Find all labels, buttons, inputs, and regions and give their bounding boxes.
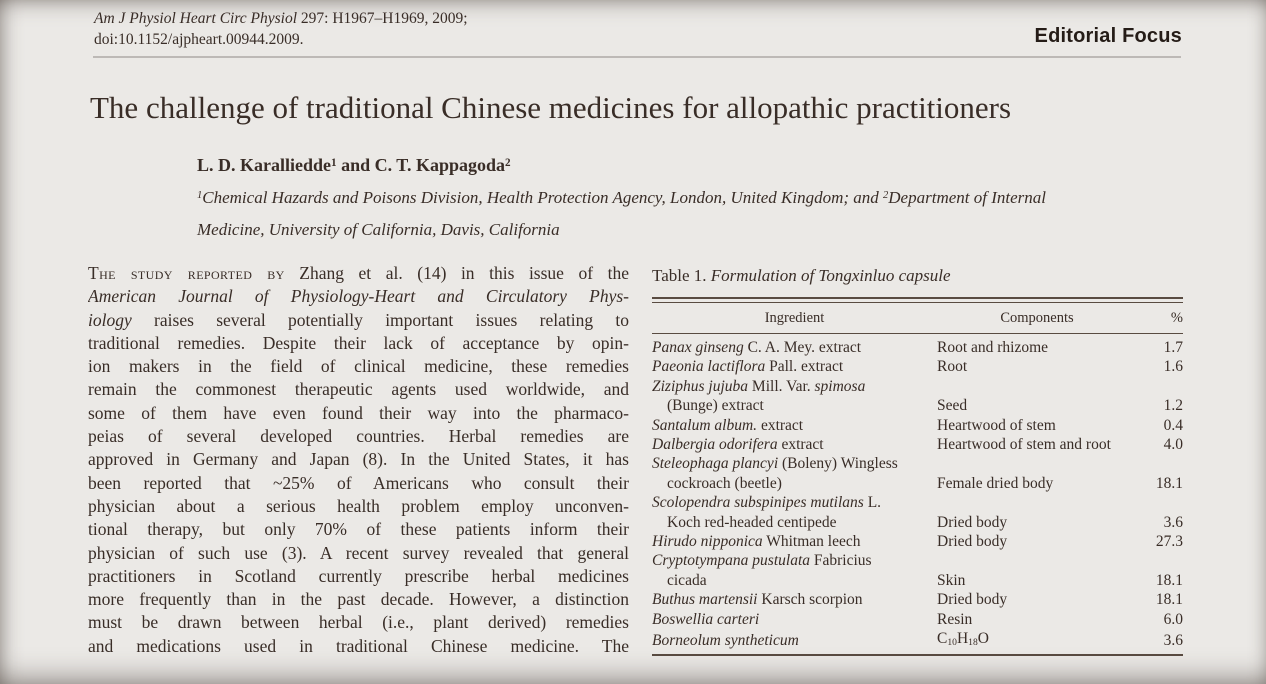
body-line: and medications used in traditional Chinese medicine. The xyxy=(88,635,629,656)
percent-cell: 0.4 xyxy=(1163,416,1183,434)
doi-line: doi:10.1152/ajpheart.00944.2009. xyxy=(94,30,304,48)
percent-cell: 4.0 xyxy=(1163,436,1183,454)
percent-cell: 1.6 xyxy=(1163,358,1183,376)
table-caption: Table 1. Formulation of Tongxinluo capsule xyxy=(652,266,951,285)
ingredient-cell: Boswellia carteri xyxy=(652,610,760,628)
percent-cell: 3.6 xyxy=(1163,513,1183,531)
percent-cell: 1.7 xyxy=(1163,339,1183,356)
percent-cell: 18.1 xyxy=(1155,591,1183,609)
table-row xyxy=(652,532,1183,551)
page-title: The challenge of traditional Chinese medicines for allopathic practitioners xyxy=(90,90,1012,125)
body-line: physician about a serious health problem employ unconven- xyxy=(88,495,629,516)
ingredient-cell: Borneolum syntheticum xyxy=(652,632,799,650)
percent-cell: 6.0 xyxy=(1163,610,1183,628)
table-header-ingredient: Ingredient xyxy=(764,310,825,326)
journal-citation xyxy=(94,9,468,50)
ingredient-cell: Santalum album. extract xyxy=(652,416,804,434)
section-label: Editorial Focus xyxy=(1034,25,1182,47)
table-row xyxy=(652,377,1183,416)
table-row xyxy=(652,629,1183,650)
percent-cell: 1.2 xyxy=(1163,397,1183,415)
body-line: approved in Germany and Japan (8). In the United States, it has xyxy=(88,449,629,470)
body-line: peias of several developed countries. Herbal remedies are xyxy=(88,426,629,447)
table-header-row xyxy=(652,303,1183,333)
components-cell: Dried body xyxy=(937,513,1008,531)
table-row xyxy=(652,338,1183,357)
percent-cell: 27.3 xyxy=(1155,533,1183,551)
table-row xyxy=(652,435,1183,454)
ingredient-cell: Panax ginseng C. A. Mey. extract xyxy=(652,339,862,356)
article-body xyxy=(88,262,629,658)
table-header-percent: % xyxy=(1170,310,1183,326)
components-cell: Seed xyxy=(937,397,968,415)
table-row xyxy=(652,493,1183,532)
body-line: American Journal of Physiology-Heart and Circulatory Phys- xyxy=(88,286,629,307)
body-line: more frequently than in the past decade. However, a distinction xyxy=(88,589,629,610)
body-line: iology raises several potentially important issues relating to xyxy=(88,309,629,330)
ingredient-cell: Ziziphus jujuba Mill. Var. spimosa (Bunge) extract xyxy=(652,377,866,415)
table-rows xyxy=(652,334,1183,651)
affiliation xyxy=(197,184,1187,244)
ingredient-cell: Cryptotympana pustulata Fabricius cicada xyxy=(652,552,872,589)
body-line: practitioners in Scotland currently prescribe herbal medicines xyxy=(88,565,629,586)
table-row xyxy=(652,551,1183,590)
body-line: tional therapy, but only 70% of these patients inform their xyxy=(88,519,629,540)
body-line: been reported that ~25% of Americans who consult their xyxy=(88,472,629,493)
table-1 xyxy=(652,266,1183,656)
components-cell: Resin xyxy=(937,610,973,628)
components-cell: Root xyxy=(937,358,968,376)
components-cell: Female dried body xyxy=(937,474,1054,492)
affiliation-line: Medicine, University of California, Davis, California xyxy=(197,219,560,239)
ingredient-cell: Dalbergia odorifera extract xyxy=(652,436,824,454)
authors: L. D. Karalliedde$^1$ and C. T. Kappagoda$^2$ xyxy=(197,155,511,175)
body-line: remain the commonest therapeutic agents used worldwide, and xyxy=(88,379,629,400)
body-line: The study reported by Zhang et al. (14) in this issue of the xyxy=(88,263,629,283)
header-rule xyxy=(93,56,1181,58)
body-line: physician of such use (3). A recent survey revealed that general xyxy=(88,542,629,563)
components-cell: Skin xyxy=(937,571,966,589)
components-cell: C10H18O xyxy=(937,630,989,649)
table-row xyxy=(652,357,1183,376)
body-line: some of them have even found their way into the pharmaco- xyxy=(88,402,629,423)
body-line: ion makers in the field of clinical medicine, these remedies xyxy=(88,356,629,377)
affiliation-line: $^1$Chemical Hazards and Poisons Division, Health Protection Agency, London, United Kingdom; and $^2$Department of Internal xyxy=(197,188,1046,207)
percent-cell: 3.6 xyxy=(1163,632,1183,650)
body-line: must be drawn between herbal (i.e., plant derived) remedies xyxy=(88,612,629,633)
table-row xyxy=(652,610,1183,629)
ingredient-cell: Steleophaga plancyi (Boleny) Wingless cockroach (beetle) xyxy=(652,455,898,492)
ingredient-cell: Hirudo nipponica Whitman leech xyxy=(652,533,861,551)
components-cell: Heartwood of stem xyxy=(937,416,1056,434)
components-cell: Dried body xyxy=(937,533,1008,551)
table-header-components: Components xyxy=(1000,310,1074,326)
components-cell: Dried body xyxy=(937,591,1008,609)
table-row xyxy=(652,454,1183,493)
table-row xyxy=(652,416,1183,435)
citation-line: Am J Physiol Heart Circ Physiol 297: H1967–H1969, 2009; xyxy=(94,10,468,27)
ingredient-cell: Scolopendra subspinipes mutilans L. Koch red-headed centipede xyxy=(652,494,882,531)
percent-cell: 18.1 xyxy=(1155,571,1183,589)
table-bottom-rule xyxy=(652,654,1183,656)
components-cell: Root and rhizome xyxy=(937,339,1049,356)
ingredient-cell: Paeonia lactiflora Pall. extract xyxy=(652,358,844,376)
table-row xyxy=(652,590,1183,609)
ingredient-cell: Buthus martensii Karsch scorpion xyxy=(652,591,863,609)
components-cell: Heartwood of stem and root xyxy=(937,436,1111,454)
percent-cell: 18.1 xyxy=(1155,474,1183,492)
body-line: traditional remedies. Despite their lack of acceptance by opin- xyxy=(88,332,629,353)
